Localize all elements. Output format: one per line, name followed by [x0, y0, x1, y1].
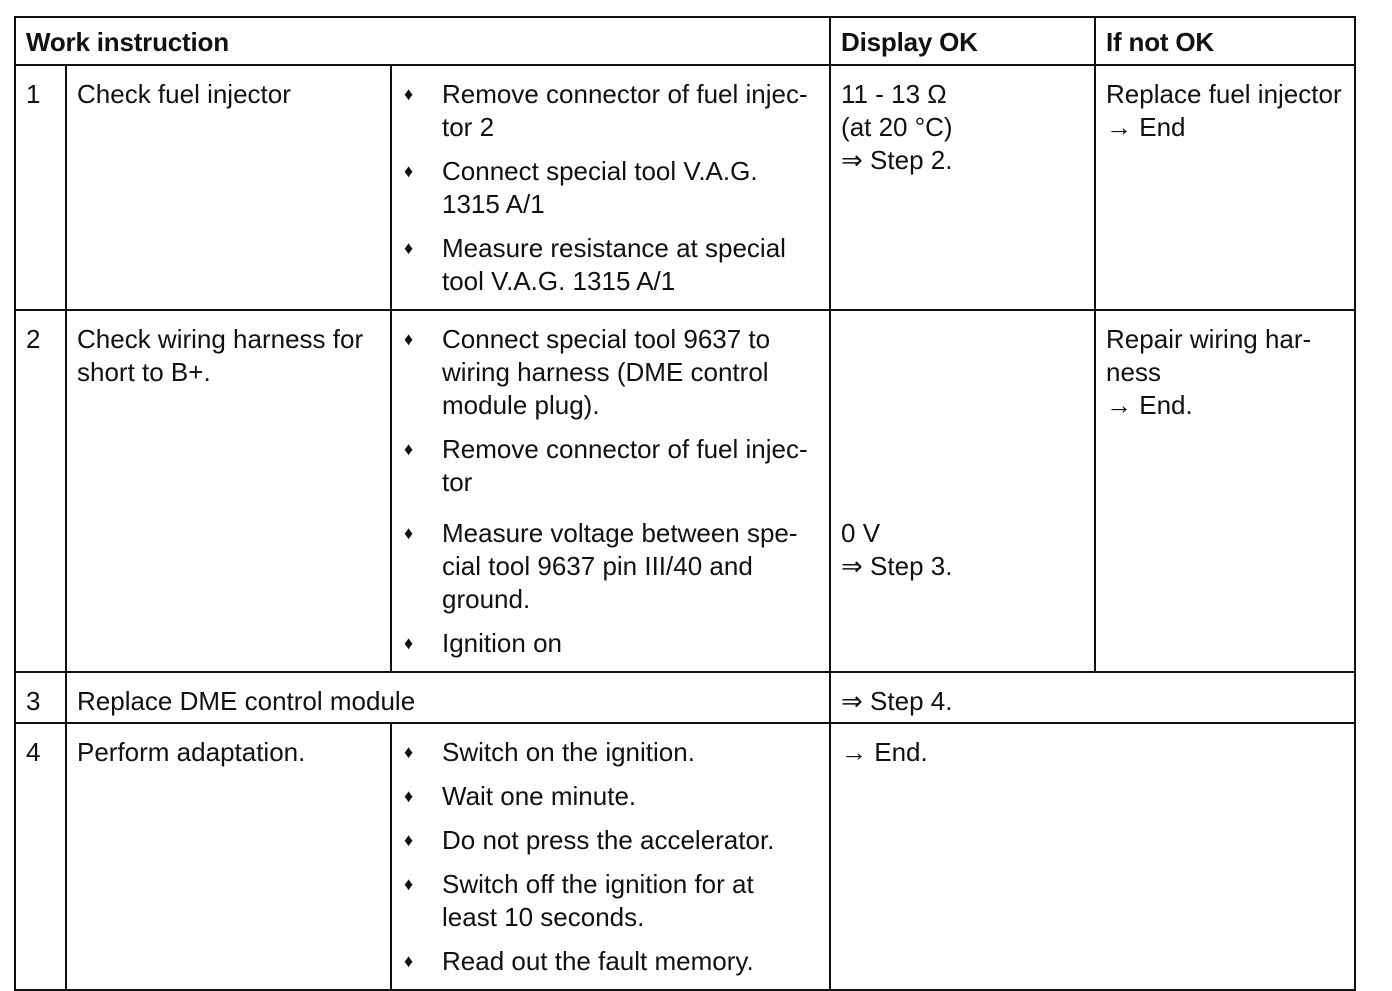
list-item [392, 232, 823, 298]
if-not-ok-text: Repair wiring har- ness → End. [1106, 324, 1312, 420]
step-list [392, 736, 823, 978]
table-row [15, 310, 1355, 672]
work-instruction-table [14, 16, 1356, 991]
header-display-ok: Display OK [830, 17, 1095, 65]
header-row [15, 17, 1355, 65]
list-item-text: Remove connector of fuel injec- tor 2 [442, 79, 808, 142]
diamond-bullet-icon: ♦ [404, 874, 414, 894]
steps-cell [391, 310, 830, 672]
table-row [15, 723, 1355, 990]
step-number: 2 [15, 310, 66, 672]
table-row [15, 672, 1355, 723]
diamond-bullet-icon: ♦ [404, 633, 414, 653]
steps-cell [391, 723, 830, 990]
task-text: Check fuel injector [77, 79, 291, 109]
steps-cell [391, 65, 830, 310]
list-item-text: Remove connector of fuel injec- tor [442, 434, 808, 497]
diamond-bullet-icon: ♦ [404, 786, 414, 806]
list-item-text: Do not press the accelerator. [442, 825, 775, 855]
list-item-text: Measure resistance at special tool V.A.G. 1315 A/1 [442, 233, 786, 296]
list-item-text: Connect special tool 9637 to wiring harness (DME control module plug). [442, 324, 771, 420]
task-cell [66, 310, 391, 672]
list-item-text: Connect special tool V.A.G. 1315 A/1 [442, 156, 758, 219]
diamond-bullet-icon: ♦ [404, 329, 414, 349]
step-number: 3 [15, 672, 66, 723]
diamond-bullet-icon: ♦ [404, 523, 414, 543]
task-cell [66, 65, 391, 310]
task-cell [66, 672, 830, 723]
list-item [392, 155, 823, 221]
if-not-ok-text: Replace fuel injector → End [1106, 79, 1342, 142]
display-ok-text: → End. [841, 737, 928, 767]
table-row [15, 65, 1355, 310]
task-text: Replace DME control module [77, 686, 416, 716]
display-ok-cell [830, 310, 1095, 672]
if-not-ok-cell [1095, 65, 1355, 310]
if-not-ok-cell [1095, 310, 1355, 672]
list-item-text: Switch off the ignition for at least 10 seconds. [442, 869, 754, 932]
diamond-bullet-icon: ♦ [404, 439, 414, 459]
list-item [392, 945, 823, 978]
display-ok-text: 0 V ⇒ Step 3. [841, 518, 953, 581]
list-item-text: Read out the fault memory. [442, 946, 754, 976]
diamond-bullet-icon: ♦ [404, 951, 414, 971]
diamond-bullet-icon: ♦ [404, 742, 414, 762]
display-ok-text: ⇒ Step 4. [841, 686, 953, 716]
display-ok-cell [830, 672, 1355, 723]
step-number: 4 [15, 723, 66, 990]
list-item-text: Ignition on [442, 628, 562, 658]
list-item [392, 433, 823, 499]
display-ok-cell [830, 65, 1095, 310]
list-item-text: Measure voltage between spe- cial tool 9637 pin III/40 and ground. [442, 518, 798, 614]
list-item [392, 627, 823, 660]
display-ok-cell [830, 723, 1355, 990]
diamond-bullet-icon: ♦ [404, 161, 414, 181]
list-item [392, 323, 823, 422]
task-cell [66, 723, 391, 990]
list-item-text: Wait one minute. [442, 781, 637, 811]
header-work-instruction: Work instruction [15, 17, 830, 65]
list-item [392, 78, 823, 144]
diamond-bullet-icon: ♦ [404, 84, 414, 104]
step-list [392, 323, 823, 660]
diamond-bullet-icon: ♦ [404, 238, 414, 258]
diamond-bullet-icon: ♦ [404, 830, 414, 850]
list-item [392, 517, 823, 616]
list-item [392, 780, 823, 813]
step-number: 1 [15, 65, 66, 310]
header-if-not-ok: If not OK [1095, 17, 1355, 65]
list-item [392, 736, 823, 769]
display-ok-text: 11 - 13 Ω (at 20 °C) ⇒ Step 2. [841, 79, 953, 175]
step-list [392, 78, 823, 298]
list-item-text: Switch on the ignition. [442, 737, 695, 767]
list-item [392, 868, 823, 934]
list-item [392, 824, 823, 857]
task-text: Perform adaptation. [77, 737, 306, 767]
task-text: Check wiring harness for short to B+. [77, 324, 364, 387]
